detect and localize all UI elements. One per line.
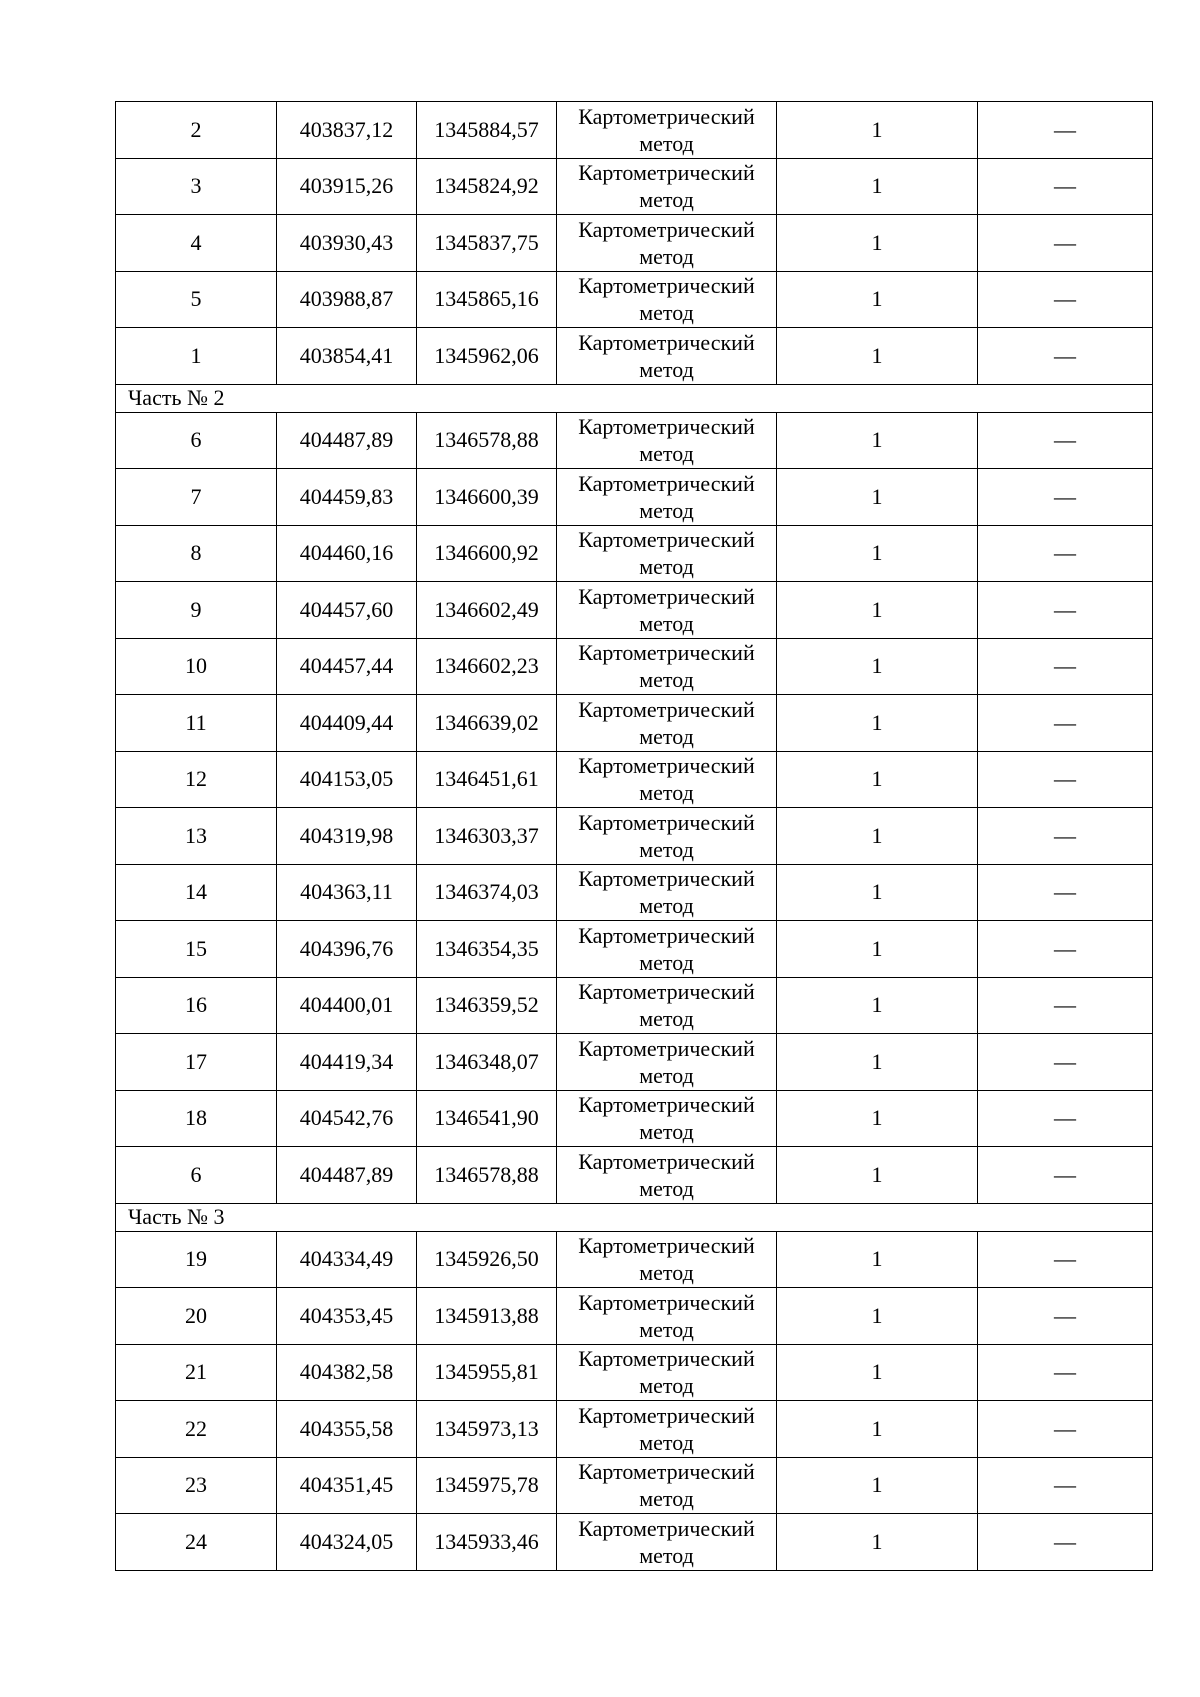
- accuracy-cell: 1: [777, 921, 978, 978]
- method-line-1: Картометрический: [578, 922, 755, 948]
- coordinate-x-cell: 404334,49: [277, 1231, 417, 1288]
- method-line-1: Картометрический: [578, 329, 755, 355]
- table-row: [116, 1147, 1153, 1204]
- method-cell: [557, 1401, 777, 1458]
- point-number-cell: 22: [116, 1401, 277, 1458]
- table-row: [116, 751, 1153, 808]
- accuracy-cell: 1: [777, 158, 978, 215]
- point-number-cell: 3: [116, 158, 277, 215]
- coordinate-x-cell: 404487,89: [277, 1147, 417, 1204]
- table-row: [116, 808, 1153, 865]
- coordinate-x-cell: 404457,44: [277, 638, 417, 695]
- method-line-2: метод: [639, 893, 694, 919]
- point-number-cell: 14: [116, 864, 277, 921]
- coordinate-y-cell: 1345913,88: [417, 1288, 557, 1345]
- coordinate-y-cell: 1346348,07: [417, 1034, 557, 1091]
- method-cell: [557, 1147, 777, 1204]
- point-number-cell: 11: [116, 695, 277, 752]
- method-line-1: Картометрический: [578, 103, 755, 129]
- method-line-2: метод: [639, 1062, 694, 1088]
- point-number-cell: 8: [116, 525, 277, 582]
- method-cell: [557, 864, 777, 921]
- method-line-2: метод: [639, 1260, 694, 1286]
- coordinate-y-cell: 1345975,78: [417, 1457, 557, 1514]
- method-line-2: метод: [639, 1119, 694, 1145]
- table-row: [116, 1401, 1153, 1458]
- accuracy-cell: 1: [777, 751, 978, 808]
- coordinates-table-body: [116, 102, 1153, 1571]
- accuracy-cell: 1: [777, 525, 978, 582]
- method-line-1: Картометрический: [578, 1092, 755, 1118]
- method-line-2: метод: [639, 1542, 694, 1568]
- table-row: [116, 1514, 1153, 1571]
- table-row: [116, 582, 1153, 639]
- coordinate-y-cell: 1346578,88: [417, 1147, 557, 1204]
- point-number-cell: 23: [116, 1457, 277, 1514]
- method-line-1: Картометрический: [578, 414, 755, 440]
- method-line-2: метод: [639, 554, 694, 580]
- coordinate-x-cell: 403988,87: [277, 271, 417, 328]
- method-line-2: метод: [639, 441, 694, 467]
- method-line-1: Картометрический: [578, 979, 755, 1005]
- description-cell: —: [978, 469, 1153, 526]
- coordinate-y-cell: 1346374,03: [417, 864, 557, 921]
- coordinate-y-cell: 1346451,61: [417, 751, 557, 808]
- description-cell: —: [978, 328, 1153, 385]
- method-cell: [557, 328, 777, 385]
- method-line-2: метод: [639, 780, 694, 806]
- coordinate-x-cell: 404355,58: [277, 1401, 417, 1458]
- description-cell: —: [978, 1401, 1153, 1458]
- coordinate-x-cell: 403915,26: [277, 158, 417, 215]
- table-row: [116, 1457, 1153, 1514]
- description-cell: —: [978, 271, 1153, 328]
- coordinate-x-cell: 404459,83: [277, 469, 417, 526]
- method-line-1: Картометрический: [578, 273, 755, 299]
- coordinate-y-cell: 1346639,02: [417, 695, 557, 752]
- part-header-row: [116, 384, 1153, 412]
- coordinate-x-cell: 404351,45: [277, 1457, 417, 1514]
- method-cell: [557, 1288, 777, 1345]
- accuracy-cell: 1: [777, 808, 978, 865]
- method-cell: [557, 582, 777, 639]
- method-line-1: Картометрический: [578, 216, 755, 242]
- table-row: [116, 469, 1153, 526]
- description-cell: —: [978, 1231, 1153, 1288]
- method-cell: [557, 977, 777, 1034]
- point-number-cell: 5: [116, 271, 277, 328]
- description-cell: —: [978, 921, 1153, 978]
- table-row: [116, 271, 1153, 328]
- accuracy-cell: 1: [777, 215, 978, 272]
- accuracy-cell: 1: [777, 412, 978, 469]
- description-cell: —: [978, 695, 1153, 752]
- method-line-2: метод: [639, 1316, 694, 1342]
- point-number-cell: 7: [116, 469, 277, 526]
- description-cell: —: [978, 1344, 1153, 1401]
- description-cell: —: [978, 638, 1153, 695]
- method-line-1: Картометрический: [578, 470, 755, 496]
- description-cell: —: [978, 158, 1153, 215]
- table-row: [116, 1344, 1153, 1401]
- coordinate-y-cell: 1345837,75: [417, 215, 557, 272]
- coordinate-x-cell: 404400,01: [277, 977, 417, 1034]
- method-cell: [557, 695, 777, 752]
- coordinate-y-cell: 1346600,92: [417, 525, 557, 582]
- coordinate-x-cell: 404396,76: [277, 921, 417, 978]
- table-row: [116, 328, 1153, 385]
- method-line-2: метод: [639, 300, 694, 326]
- coordinate-x-cell: 404419,34: [277, 1034, 417, 1091]
- point-number-cell: 19: [116, 1231, 277, 1288]
- coordinate-y-cell: 1345973,13: [417, 1401, 557, 1458]
- method-line-1: Картометрический: [578, 583, 755, 609]
- coordinate-y-cell: 1345865,16: [417, 271, 557, 328]
- description-cell: —: [978, 977, 1153, 1034]
- method-cell: [557, 1231, 777, 1288]
- table-row: [116, 525, 1153, 582]
- description-cell: —: [978, 1147, 1153, 1204]
- accuracy-cell: 1: [777, 1288, 978, 1345]
- method-cell: [557, 215, 777, 272]
- method-line-2: метод: [639, 1429, 694, 1455]
- part-label: Часть № 2: [116, 384, 1153, 412]
- method-cell: [557, 469, 777, 526]
- method-cell: [557, 525, 777, 582]
- method-cell: [557, 921, 777, 978]
- coordinate-y-cell: 1346541,90: [417, 1090, 557, 1147]
- method-line-2: метод: [639, 497, 694, 523]
- method-cell: [557, 1344, 777, 1401]
- point-number-cell: 4: [116, 215, 277, 272]
- accuracy-cell: 1: [777, 1034, 978, 1091]
- description-cell: —: [978, 1457, 1153, 1514]
- method-line-1: Картометрический: [578, 753, 755, 779]
- method-line-2: метод: [639, 1373, 694, 1399]
- coordinate-x-cell: 404487,89: [277, 412, 417, 469]
- method-cell: [557, 1514, 777, 1571]
- table-row: [116, 215, 1153, 272]
- accuracy-cell: 1: [777, 1090, 978, 1147]
- point-number-cell: 10: [116, 638, 277, 695]
- method-cell: [557, 102, 777, 159]
- point-number-cell: 12: [116, 751, 277, 808]
- description-cell: —: [978, 1034, 1153, 1091]
- point-number-cell: 6: [116, 1147, 277, 1204]
- coordinate-y-cell: 1345933,46: [417, 1514, 557, 1571]
- method-cell: [557, 1090, 777, 1147]
- coordinate-y-cell: 1346602,23: [417, 638, 557, 695]
- description-cell: —: [978, 1514, 1153, 1571]
- table-row: [116, 1231, 1153, 1288]
- point-number-cell: 24: [116, 1514, 277, 1571]
- point-number-cell: 16: [116, 977, 277, 1034]
- table-row: [116, 977, 1153, 1034]
- accuracy-cell: 1: [777, 977, 978, 1034]
- method-cell: [557, 1034, 777, 1091]
- accuracy-cell: 1: [777, 271, 978, 328]
- coordinate-x-cell: 404460,16: [277, 525, 417, 582]
- point-number-cell: 6: [116, 412, 277, 469]
- description-cell: —: [978, 215, 1153, 272]
- point-number-cell: 18: [116, 1090, 277, 1147]
- method-cell: [557, 1457, 777, 1514]
- coordinate-y-cell: 1346600,39: [417, 469, 557, 526]
- method-line-2: метод: [639, 130, 694, 156]
- accuracy-cell: 1: [777, 582, 978, 639]
- coordinate-y-cell: 1345824,92: [417, 158, 557, 215]
- point-number-cell: 9: [116, 582, 277, 639]
- coordinate-y-cell: 1345884,57: [417, 102, 557, 159]
- method-line-2: метод: [639, 1175, 694, 1201]
- description-cell: —: [978, 582, 1153, 639]
- coordinates-table: [115, 101, 1153, 1571]
- method-line-1: Картометрический: [578, 640, 755, 666]
- table-row: [116, 638, 1153, 695]
- point-number-cell: 2: [116, 102, 277, 159]
- method-cell: [557, 412, 777, 469]
- coordinate-x-cell: 404382,58: [277, 1344, 417, 1401]
- description-cell: —: [978, 864, 1153, 921]
- method-line-2: метод: [639, 1006, 694, 1032]
- point-number-cell: 13: [116, 808, 277, 865]
- accuracy-cell: 1: [777, 864, 978, 921]
- coordinate-x-cell: 404457,60: [277, 582, 417, 639]
- coordinate-y-cell: 1345955,81: [417, 1344, 557, 1401]
- method-line-1: Картометрический: [578, 1289, 755, 1315]
- accuracy-cell: 1: [777, 328, 978, 385]
- description-cell: —: [978, 808, 1153, 865]
- table-row: [116, 412, 1153, 469]
- point-number-cell: 15: [116, 921, 277, 978]
- coordinate-x-cell: 404409,44: [277, 695, 417, 752]
- accuracy-cell: 1: [777, 1457, 978, 1514]
- method-line-1: Картометрический: [578, 866, 755, 892]
- table-row: [116, 1090, 1153, 1147]
- coordinate-y-cell: 1346303,37: [417, 808, 557, 865]
- method-line-2: метод: [639, 836, 694, 862]
- method-line-1: Картометрический: [578, 1515, 755, 1541]
- method-cell: [557, 638, 777, 695]
- table-row: [116, 1288, 1153, 1345]
- method-cell: [557, 158, 777, 215]
- coordinate-x-cell: 404324,05: [277, 1514, 417, 1571]
- coordinate-y-cell: 1345962,06: [417, 328, 557, 385]
- accuracy-cell: 1: [777, 1401, 978, 1458]
- coordinate-x-cell: 404542,76: [277, 1090, 417, 1147]
- accuracy-cell: 1: [777, 695, 978, 752]
- method-line-1: Картометрический: [578, 696, 755, 722]
- method-cell: [557, 808, 777, 865]
- method-line-1: Картометрический: [578, 809, 755, 835]
- description-cell: —: [978, 412, 1153, 469]
- description-cell: —: [978, 751, 1153, 808]
- method-line-1: Картометрический: [578, 1035, 755, 1061]
- method-line-2: метод: [639, 243, 694, 269]
- method-line-2: метод: [639, 723, 694, 749]
- coordinate-x-cell: 404363,11: [277, 864, 417, 921]
- method-line-2: метод: [639, 949, 694, 975]
- point-number-cell: 1: [116, 328, 277, 385]
- description-cell: —: [978, 525, 1153, 582]
- coordinate-x-cell: 403837,12: [277, 102, 417, 159]
- description-cell: —: [978, 102, 1153, 159]
- method-line-1: Картометрический: [578, 1148, 755, 1174]
- accuracy-cell: 1: [777, 638, 978, 695]
- table-row: [116, 864, 1153, 921]
- part-header-row: [116, 1203, 1153, 1231]
- table-row: [116, 921, 1153, 978]
- method-line-1: Картометрический: [578, 1346, 755, 1372]
- method-line-1: Картометрический: [578, 1402, 755, 1428]
- table-row: [116, 102, 1153, 159]
- point-number-cell: 20: [116, 1288, 277, 1345]
- table-row: [116, 695, 1153, 752]
- method-line-1: Картометрический: [578, 1459, 755, 1485]
- method-line-1: Картометрический: [578, 160, 755, 186]
- coordinate-x-cell: 403930,43: [277, 215, 417, 272]
- method-line-2: метод: [639, 356, 694, 382]
- accuracy-cell: 1: [777, 102, 978, 159]
- method-line-1: Картометрический: [578, 1233, 755, 1259]
- coordinate-x-cell: 404353,45: [277, 1288, 417, 1345]
- accuracy-cell: 1: [777, 1147, 978, 1204]
- coordinate-y-cell: 1346359,52: [417, 977, 557, 1034]
- description-cell: —: [978, 1090, 1153, 1147]
- coordinate-y-cell: 1345926,50: [417, 1231, 557, 1288]
- method-line-1: Картометрический: [578, 527, 755, 553]
- method-line-2: метод: [639, 1486, 694, 1512]
- accuracy-cell: 1: [777, 1231, 978, 1288]
- coordinate-y-cell: 1346354,35: [417, 921, 557, 978]
- coordinate-x-cell: 404319,98: [277, 808, 417, 865]
- point-number-cell: 21: [116, 1344, 277, 1401]
- method-line-2: метод: [639, 187, 694, 213]
- table-row: [116, 1034, 1153, 1091]
- coordinate-y-cell: 1346578,88: [417, 412, 557, 469]
- method-line-2: метод: [639, 610, 694, 636]
- coordinate-x-cell: 403854,41: [277, 328, 417, 385]
- method-cell: [557, 751, 777, 808]
- table-row: [116, 158, 1153, 215]
- accuracy-cell: 1: [777, 469, 978, 526]
- method-cell: [557, 271, 777, 328]
- coordinate-y-cell: 1346602,49: [417, 582, 557, 639]
- accuracy-cell: 1: [777, 1344, 978, 1401]
- coordinate-x-cell: 404153,05: [277, 751, 417, 808]
- point-number-cell: 17: [116, 1034, 277, 1091]
- method-line-2: метод: [639, 667, 694, 693]
- description-cell: —: [978, 1288, 1153, 1345]
- part-label: Часть № 3: [116, 1203, 1153, 1231]
- accuracy-cell: 1: [777, 1514, 978, 1571]
